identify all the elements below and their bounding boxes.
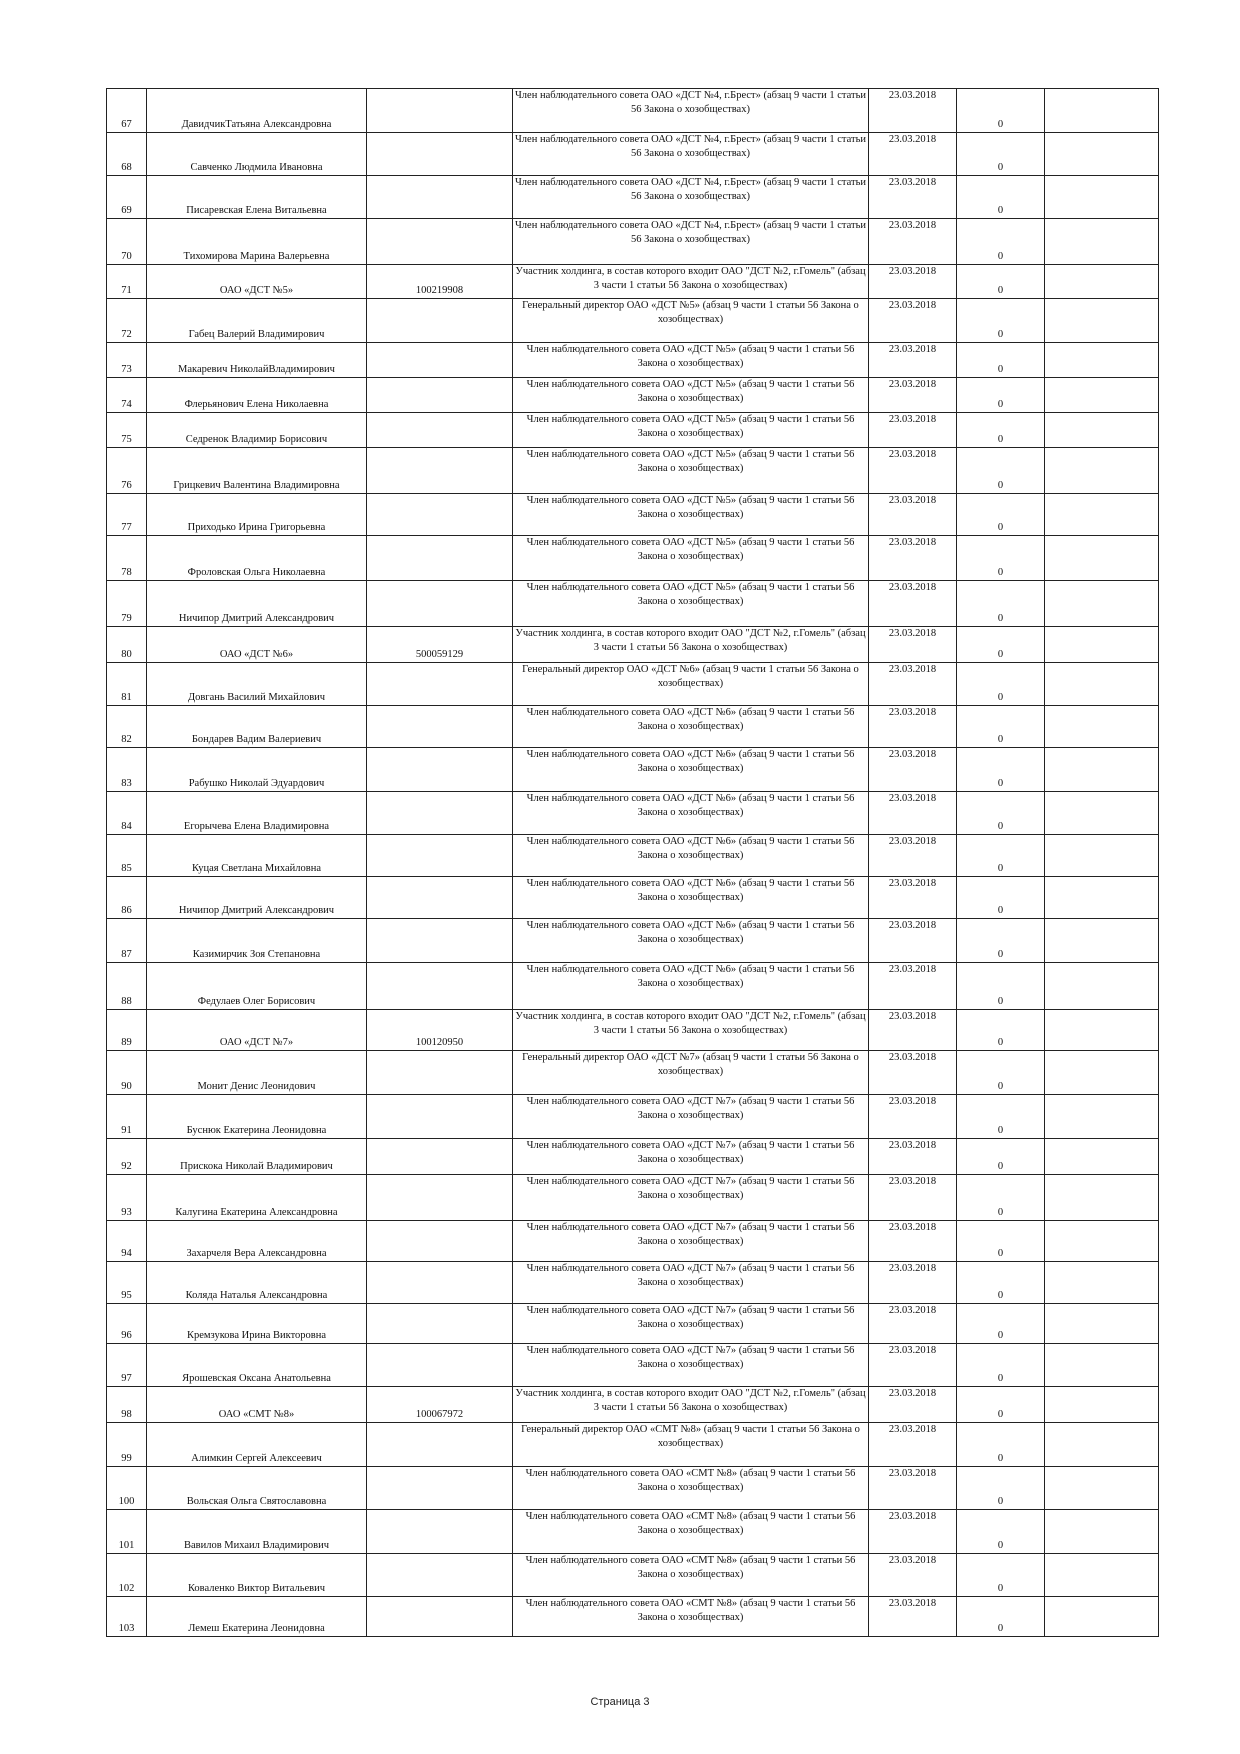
date-cell: 23.03.2018 xyxy=(869,89,957,133)
name-cell: Тихомирова Марина Валерьевна xyxy=(147,219,367,265)
basis-cell: Член наблюдательного совета ОАО «ДСТ №7» (абзац 9 части 1 статьи 56 Закона о хозобществах) xyxy=(513,1304,869,1344)
name-cell: Прискока Николай Владимирович xyxy=(147,1139,367,1175)
share-cell: 0 xyxy=(957,133,1045,176)
date-cell: 23.03.2018 xyxy=(869,378,957,413)
unp-cell xyxy=(367,1510,513,1554)
empty-cell xyxy=(1045,265,1159,299)
share-cell: 0 xyxy=(957,1304,1045,1344)
empty-cell xyxy=(1045,1467,1159,1510)
empty-cell xyxy=(1045,1304,1159,1344)
row-number: 72 xyxy=(107,299,147,343)
date-cell: 23.03.2018 xyxy=(869,494,957,536)
name-cell: Куцая Светлана Михайловна xyxy=(147,835,367,877)
share-cell: 0 xyxy=(957,1175,1045,1221)
table-row xyxy=(107,1467,1159,1510)
basis-cell: Член наблюдательного совета ОАО «ДСТ №4, г.Брест» (абзац 9 части 1 статьи 56 Закона о хозобществах) xyxy=(513,133,869,176)
name-cell: Габец Валерий Владимирович xyxy=(147,299,367,343)
table-row xyxy=(107,627,1159,663)
share-cell: 0 xyxy=(957,919,1045,963)
table-row xyxy=(107,219,1159,265)
name-cell: Писаревская Елена Витальевна xyxy=(147,176,367,219)
share-cell: 0 xyxy=(957,627,1045,663)
empty-cell xyxy=(1045,963,1159,1010)
share-cell: 0 xyxy=(957,536,1045,581)
row-number: 103 xyxy=(107,1597,147,1637)
empty-cell xyxy=(1045,706,1159,748)
row-number: 95 xyxy=(107,1262,147,1304)
basis-cell: Член наблюдательного совета ОАО «ДСТ №6» (абзац 9 части 1 статьи 56 Закона о хозобществах) xyxy=(513,963,869,1010)
row-number: 87 xyxy=(107,919,147,963)
table-row xyxy=(107,1095,1159,1139)
name-cell: Ярошевская Оксана Анатольевна xyxy=(147,1344,367,1387)
row-number: 73 xyxy=(107,343,147,378)
name-cell: Флерьянович Елена Николаевна xyxy=(147,378,367,413)
empty-cell xyxy=(1045,748,1159,792)
table-row xyxy=(107,378,1159,413)
unp-cell: 100219908 xyxy=(367,265,513,299)
date-cell: 23.03.2018 xyxy=(869,299,957,343)
date-cell: 23.03.2018 xyxy=(869,835,957,877)
name-cell: ОАО «СМТ №8» xyxy=(147,1387,367,1423)
name-cell: Калугина Екатерина Александровна xyxy=(147,1175,367,1221)
row-number: 71 xyxy=(107,265,147,299)
date-cell: 23.03.2018 xyxy=(869,919,957,963)
unp-cell xyxy=(367,706,513,748)
basis-cell: Генеральный директор ОАО «ДСТ №6» (абзац 9 части 1 статьи 56 Закона о хозобществах) xyxy=(513,663,869,706)
date-cell: 23.03.2018 xyxy=(869,1467,957,1510)
unp-cell: 500059129 xyxy=(367,627,513,663)
unp-cell xyxy=(367,1262,513,1304)
share-cell: 0 xyxy=(957,1510,1045,1554)
empty-cell xyxy=(1045,581,1159,627)
basis-cell: Член наблюдательного совета ОАО «ДСТ №6» (абзац 9 части 1 статьи 56 Закона о хозобществах) xyxy=(513,835,869,877)
table-row xyxy=(107,89,1159,133)
share-cell: 0 xyxy=(957,343,1045,378)
share-cell: 0 xyxy=(957,176,1045,219)
empty-cell xyxy=(1045,1597,1159,1637)
share-cell: 0 xyxy=(957,378,1045,413)
row-number: 81 xyxy=(107,663,147,706)
share-cell: 0 xyxy=(957,494,1045,536)
basis-cell: Участник холдинга, в состав которого входит ОАО "ДСТ №2, г.Гомель" (абзац 3 части 1 статьи 56 Закона о хозобществах) xyxy=(513,265,869,299)
basis-cell: Член наблюдательного совета ОАО «ДСТ №5» (абзац 9 части 1 статьи 56 Закона о хозобществах) xyxy=(513,494,869,536)
unp-cell xyxy=(367,133,513,176)
table-row xyxy=(107,299,1159,343)
share-cell: 0 xyxy=(957,835,1045,877)
basis-cell: Член наблюдательного совета ОАО «ДСТ №6» (абзац 9 части 1 статьи 56 Закона о хозобществах) xyxy=(513,919,869,963)
row-number: 67 xyxy=(107,89,147,133)
unp-cell xyxy=(367,663,513,706)
table-row xyxy=(107,1175,1159,1221)
row-number: 100 xyxy=(107,1467,147,1510)
share-cell: 0 xyxy=(957,1387,1045,1423)
unp-cell xyxy=(367,536,513,581)
share-cell: 0 xyxy=(957,748,1045,792)
date-cell: 23.03.2018 xyxy=(869,1175,957,1221)
row-number: 97 xyxy=(107,1344,147,1387)
table-body xyxy=(107,89,1159,1637)
unp-cell xyxy=(367,1423,513,1467)
basis-cell: Член наблюдательного совета ОАО «ДСТ №6» (абзац 9 части 1 статьи 56 Закона о хозобществах) xyxy=(513,706,869,748)
table-row xyxy=(107,1387,1159,1423)
page-number: Страница 3 xyxy=(590,1696,650,1708)
share-cell: 0 xyxy=(957,1051,1045,1095)
unp-cell xyxy=(367,1139,513,1175)
unp-cell xyxy=(367,1344,513,1387)
row-number: 96 xyxy=(107,1304,147,1344)
share-cell: 0 xyxy=(957,792,1045,835)
share-cell: 0 xyxy=(957,1554,1045,1597)
date-cell: 23.03.2018 xyxy=(869,1095,957,1139)
basis-cell: Участник холдинга, в состав которого входит ОАО "ДСТ №2, г.Гомель" (абзац 3 части 1 статьи 56 Закона о хозобществах) xyxy=(513,1010,869,1051)
unp-cell xyxy=(367,1467,513,1510)
empty-cell xyxy=(1045,1139,1159,1175)
empty-cell xyxy=(1045,1010,1159,1051)
unp-cell xyxy=(367,1051,513,1095)
unp-cell xyxy=(367,413,513,448)
date-cell: 23.03.2018 xyxy=(869,1597,957,1637)
unp-cell xyxy=(367,378,513,413)
unp-cell: 100067972 xyxy=(367,1387,513,1423)
empty-cell xyxy=(1045,877,1159,919)
empty-cell xyxy=(1045,1262,1159,1304)
date-cell: 23.03.2018 xyxy=(869,581,957,627)
date-cell: 23.03.2018 xyxy=(869,1139,957,1175)
row-number: 94 xyxy=(107,1221,147,1262)
unp-cell xyxy=(367,1597,513,1637)
row-number: 99 xyxy=(107,1423,147,1467)
date-cell: 23.03.2018 xyxy=(869,963,957,1010)
empty-cell xyxy=(1045,835,1159,877)
date-cell: 23.03.2018 xyxy=(869,1344,957,1387)
basis-cell: Член наблюдательного совета ОАО «ДСТ №7» (абзац 9 части 1 статьи 56 Закона о хозобществах) xyxy=(513,1175,869,1221)
row-number: 88 xyxy=(107,963,147,1010)
table-row xyxy=(107,133,1159,176)
basis-cell: Член наблюдательного совета ОАО «ДСТ №6» (абзац 9 части 1 статьи 56 Закона о хозобществах) xyxy=(513,877,869,919)
date-cell: 23.03.2018 xyxy=(869,1262,957,1304)
unp-cell xyxy=(367,176,513,219)
basis-cell: Член наблюдательного совета ОАО «ДСТ №5» (абзац 9 части 1 статьи 56 Закона о хозобществах) xyxy=(513,581,869,627)
basis-cell: Член наблюдательного совета ОАО «ДСТ №4, г.Брест» (абзац 9 части 1 статьи 56 Закона о хозобществах) xyxy=(513,219,869,265)
empty-cell xyxy=(1045,448,1159,494)
empty-cell xyxy=(1045,219,1159,265)
table-row xyxy=(107,1139,1159,1175)
table-row xyxy=(107,1010,1159,1051)
share-cell: 0 xyxy=(957,448,1045,494)
unp-cell xyxy=(367,919,513,963)
name-cell: Федулаев Олег Борисович xyxy=(147,963,367,1010)
table-row xyxy=(107,1304,1159,1344)
table-row xyxy=(107,663,1159,706)
share-cell: 0 xyxy=(957,963,1045,1010)
row-number: 78 xyxy=(107,536,147,581)
empty-cell xyxy=(1045,1510,1159,1554)
row-number: 79 xyxy=(107,581,147,627)
empty-cell xyxy=(1045,536,1159,581)
empty-cell xyxy=(1045,1344,1159,1387)
date-cell: 23.03.2018 xyxy=(869,1221,957,1262)
row-number: 69 xyxy=(107,176,147,219)
share-cell: 0 xyxy=(957,581,1045,627)
table-row xyxy=(107,748,1159,792)
row-number: 90 xyxy=(107,1051,147,1095)
table-row xyxy=(107,1051,1159,1095)
share-cell: 0 xyxy=(957,1095,1045,1139)
share-cell: 0 xyxy=(957,1262,1045,1304)
date-cell: 23.03.2018 xyxy=(869,1387,957,1423)
row-number: 92 xyxy=(107,1139,147,1175)
unp-cell xyxy=(367,748,513,792)
basis-cell: Член наблюдательного совета ОАО «ДСТ №7» (абзац 9 части 1 статьи 56 Закона о хозобществах) xyxy=(513,1221,869,1262)
name-cell: Алимкин Сергей Алексеевич xyxy=(147,1423,367,1467)
unp-cell xyxy=(367,1304,513,1344)
date-cell: 23.03.2018 xyxy=(869,1510,957,1554)
unp-cell xyxy=(367,581,513,627)
name-cell: Приходько Ирина Григорьевна xyxy=(147,494,367,536)
name-cell: Грицкевич Валентина Владимировна xyxy=(147,448,367,494)
date-cell: 23.03.2018 xyxy=(869,176,957,219)
empty-cell xyxy=(1045,343,1159,378)
empty-cell xyxy=(1045,627,1159,663)
basis-cell: Генеральный директор ОАО «ДСТ №5» (абзац 9 части 1 статьи 56 Закона о хозобществах) xyxy=(513,299,869,343)
basis-cell: Член наблюдательного совета ОАО «ДСТ №7» (абзац 9 части 1 статьи 56 Закона о хозобществах) xyxy=(513,1139,869,1175)
basis-cell: Член наблюдательного совета ОАО «ДСТ №4, г.Брест» (абзац 9 части 1 статьи 56 Закона о хозобществах) xyxy=(513,89,869,133)
name-cell: ОАО «ДСТ №5» xyxy=(147,265,367,299)
name-cell: Ничипор Дмитрий Александрович xyxy=(147,877,367,919)
name-cell: Монит Денис Леонидович xyxy=(147,1051,367,1095)
empty-cell xyxy=(1045,1175,1159,1221)
name-cell: Коляда Наталья Александровна xyxy=(147,1262,367,1304)
table-row xyxy=(107,835,1159,877)
name-cell: Фроловская Ольга Николаевна xyxy=(147,536,367,581)
basis-cell: Участник холдинга, в состав которого входит ОАО "ДСТ №2, г.Гомель" (абзац 3 части 1 статьи 56 Закона о хозобществах) xyxy=(513,627,869,663)
name-cell: Егорычева Елена Владимировна xyxy=(147,792,367,835)
date-cell: 23.03.2018 xyxy=(869,133,957,176)
share-cell: 0 xyxy=(957,1139,1045,1175)
name-cell: Захарчеля Вера Александровна xyxy=(147,1221,367,1262)
table-row xyxy=(107,792,1159,835)
date-cell: 23.03.2018 xyxy=(869,1423,957,1467)
date-cell: 23.03.2018 xyxy=(869,1304,957,1344)
table-row xyxy=(107,536,1159,581)
unp-cell: 100120950 xyxy=(367,1010,513,1051)
name-cell: Седренок Владимир Борисович xyxy=(147,413,367,448)
unp-cell xyxy=(367,448,513,494)
date-cell: 23.03.2018 xyxy=(869,1554,957,1597)
empty-cell xyxy=(1045,663,1159,706)
share-cell: 0 xyxy=(957,1423,1045,1467)
name-cell: Казимирчик Зоя Степановна xyxy=(147,919,367,963)
unp-cell xyxy=(367,792,513,835)
empty-cell xyxy=(1045,1051,1159,1095)
date-cell: 23.03.2018 xyxy=(869,536,957,581)
date-cell: 23.03.2018 xyxy=(869,219,957,265)
date-cell: 23.03.2018 xyxy=(869,265,957,299)
row-number: 98 xyxy=(107,1387,147,1423)
empty-cell xyxy=(1045,1095,1159,1139)
unp-cell xyxy=(367,299,513,343)
row-number: 68 xyxy=(107,133,147,176)
empty-cell xyxy=(1045,413,1159,448)
basis-cell: Член наблюдательного совета ОАО «ДСТ №5» (абзац 9 части 1 статьи 56 Закона о хозобществах) xyxy=(513,343,869,378)
basis-cell: Член наблюдательного совета ОАО «ДСТ №5» (абзац 9 части 1 статьи 56 Закона о хозобществах) xyxy=(513,448,869,494)
row-number: 80 xyxy=(107,627,147,663)
share-cell: 0 xyxy=(957,299,1045,343)
table-row xyxy=(107,265,1159,299)
row-number: 102 xyxy=(107,1554,147,1597)
table-row xyxy=(107,1510,1159,1554)
share-cell: 0 xyxy=(957,1597,1045,1637)
empty-cell xyxy=(1045,1221,1159,1262)
unp-cell xyxy=(367,835,513,877)
row-number: 75 xyxy=(107,413,147,448)
date-cell: 23.03.2018 xyxy=(869,343,957,378)
table-row xyxy=(107,581,1159,627)
name-cell: Ничипор Дмитрий Александрович xyxy=(147,581,367,627)
share-cell: 0 xyxy=(957,1010,1045,1051)
row-number: 77 xyxy=(107,494,147,536)
empty-cell xyxy=(1045,378,1159,413)
unp-cell xyxy=(367,963,513,1010)
basis-cell: Генеральный директор ОАО «СМТ №8» (абзац 9 части 1 статьи 56 Закона о хозобществах) xyxy=(513,1423,869,1467)
table-row xyxy=(107,494,1159,536)
basis-cell: Член наблюдательного совета ОАО «ДСТ №6» (абзац 9 части 1 статьи 56 Закона о хозобществах) xyxy=(513,748,869,792)
date-cell: 23.03.2018 xyxy=(869,1051,957,1095)
basis-cell: Генеральный директор ОАО «ДСТ №7» (абзац 9 части 1 статьи 56 Закона о хозобществах) xyxy=(513,1051,869,1095)
table-row xyxy=(107,343,1159,378)
row-number: 83 xyxy=(107,748,147,792)
share-cell: 0 xyxy=(957,1221,1045,1262)
date-cell: 23.03.2018 xyxy=(869,663,957,706)
name-cell: Рабушко Николай Эдуардович xyxy=(147,748,367,792)
share-cell: 0 xyxy=(957,706,1045,748)
basis-cell: Член наблюдательного совета ОАО «ДСТ №5» (абзац 9 части 1 статьи 56 Закона о хозобществах) xyxy=(513,413,869,448)
empty-cell xyxy=(1045,792,1159,835)
empty-cell xyxy=(1045,1387,1159,1423)
empty-cell xyxy=(1045,1423,1159,1467)
table-row xyxy=(107,1597,1159,1637)
table-row xyxy=(107,1344,1159,1387)
empty-cell xyxy=(1045,494,1159,536)
date-cell: 23.03.2018 xyxy=(869,748,957,792)
row-number: 76 xyxy=(107,448,147,494)
share-cell: 0 xyxy=(957,1467,1045,1510)
basis-cell: Член наблюдательного совета ОАО «СМТ №8» (абзац 9 части 1 статьи 56 Закона о хозобществах) xyxy=(513,1510,869,1554)
unp-cell xyxy=(367,89,513,133)
date-cell: 23.03.2018 xyxy=(869,706,957,748)
unp-cell xyxy=(367,1095,513,1139)
row-number: 89 xyxy=(107,1010,147,1051)
basis-cell: Член наблюдательного совета ОАО «ДСТ №5» (абзац 9 части 1 статьи 56 Закона о хозобществах) xyxy=(513,536,869,581)
empty-cell xyxy=(1045,1554,1159,1597)
share-cell: 0 xyxy=(957,219,1045,265)
basis-cell: Член наблюдательного совета ОАО «ДСТ №7» (абзац 9 части 1 статьи 56 Закона о хозобществах) xyxy=(513,1095,869,1139)
table-row xyxy=(107,1423,1159,1467)
date-cell: 23.03.2018 xyxy=(869,627,957,663)
name-cell: Буснюк Екатерина Леонидовна xyxy=(147,1095,367,1139)
row-number: 101 xyxy=(107,1510,147,1554)
row-number: 70 xyxy=(107,219,147,265)
share-cell: 0 xyxy=(957,663,1045,706)
date-cell: 23.03.2018 xyxy=(869,1010,957,1051)
date-cell: 23.03.2018 xyxy=(869,448,957,494)
basis-cell: Член наблюдательного совета ОАО «ДСТ №7» (абзац 9 части 1 статьи 56 Закона о хозобществах) xyxy=(513,1344,869,1387)
empty-cell xyxy=(1045,133,1159,176)
empty-cell xyxy=(1045,176,1159,219)
row-number: 85 xyxy=(107,835,147,877)
table-row xyxy=(107,963,1159,1010)
unp-cell xyxy=(367,1221,513,1262)
unp-cell xyxy=(367,1554,513,1597)
table-row xyxy=(107,706,1159,748)
row-number: 82 xyxy=(107,706,147,748)
basis-cell: Член наблюдательного совета ОАО «ДСТ №5» (абзац 9 части 1 статьи 56 Закона о хозобществах) xyxy=(513,378,869,413)
table-row xyxy=(107,1554,1159,1597)
name-cell: ОАО «ДСТ №6» xyxy=(147,627,367,663)
row-number: 93 xyxy=(107,1175,147,1221)
basis-cell: Член наблюдательного совета ОАО «ДСТ №7» (абзац 9 части 1 статьи 56 Закона о хозобществах) xyxy=(513,1262,869,1304)
basis-cell: Член наблюдательного совета ОАО «СМТ №8» (абзац 9 части 1 статьи 56 Закона о хозобществах) xyxy=(513,1467,869,1510)
table-row xyxy=(107,919,1159,963)
unp-cell xyxy=(367,877,513,919)
name-cell: Савченко Людмила Ивановна xyxy=(147,133,367,176)
name-cell: Кремзукова Ирина Викторовна xyxy=(147,1304,367,1344)
basis-cell: Член наблюдательного совета ОАО «ДСТ №6» (абзац 9 части 1 статьи 56 Закона о хозобществах) xyxy=(513,792,869,835)
unp-cell xyxy=(367,494,513,536)
name-cell: ДавидчикТатьяна Александровна xyxy=(147,89,367,133)
share-cell: 0 xyxy=(957,1344,1045,1387)
name-cell: Вольская Ольга Святославовна xyxy=(147,1467,367,1510)
name-cell: Макаревич НиколайВладимирович xyxy=(147,343,367,378)
share-cell: 0 xyxy=(957,877,1045,919)
name-cell: Коваленко Виктор Витальевич xyxy=(147,1554,367,1597)
row-number: 74 xyxy=(107,378,147,413)
affiliates-table xyxy=(106,88,1159,1637)
date-cell: 23.03.2018 xyxy=(869,877,957,919)
unp-cell xyxy=(367,219,513,265)
share-cell: 0 xyxy=(957,265,1045,299)
share-cell: 0 xyxy=(957,413,1045,448)
date-cell: 23.03.2018 xyxy=(869,792,957,835)
unp-cell xyxy=(367,1175,513,1221)
unp-cell xyxy=(367,343,513,378)
empty-cell xyxy=(1045,299,1159,343)
empty-cell xyxy=(1045,919,1159,963)
name-cell: Вавилов Михаил Владимирович xyxy=(147,1510,367,1554)
basis-cell: Участник холдинга, в состав которого входит ОАО "ДСТ №2, г.Гомель" (абзац 3 части 1 статьи 56 Закона о хозобществах) xyxy=(513,1387,869,1423)
row-number: 91 xyxy=(107,1095,147,1139)
name-cell: ОАО «ДСТ №7» xyxy=(147,1010,367,1051)
basis-cell: Член наблюдательного совета ОАО «СМТ №8» (абзац 9 части 1 статьи 56 Закона о хозобществах) xyxy=(513,1554,869,1597)
share-cell: 0 xyxy=(957,89,1045,133)
basis-cell: Член наблюдательного совета ОАО «ДСТ №4, г.Брест» (абзац 9 части 1 статьи 56 Закона о хозобществах) xyxy=(513,176,869,219)
table-row xyxy=(107,176,1159,219)
name-cell: Бондарев Вадим Валериевич xyxy=(147,706,367,748)
table-row xyxy=(107,877,1159,919)
table-row xyxy=(107,448,1159,494)
date-cell: 23.03.2018 xyxy=(869,413,957,448)
table-row xyxy=(107,1262,1159,1304)
row-number: 84 xyxy=(107,792,147,835)
row-number: 86 xyxy=(107,877,147,919)
empty-cell xyxy=(1045,89,1159,133)
table-row xyxy=(107,1221,1159,1262)
name-cell: Лемеш Екатерина Леонидовна xyxy=(147,1597,367,1637)
name-cell: Довгань Василий Михайлович xyxy=(147,663,367,706)
table-row xyxy=(107,413,1159,448)
basis-cell: Член наблюдательного совета ОАО «СМТ №8» (абзац 9 части 1 статьи 56 Закона о хозобществах) xyxy=(513,1597,869,1637)
